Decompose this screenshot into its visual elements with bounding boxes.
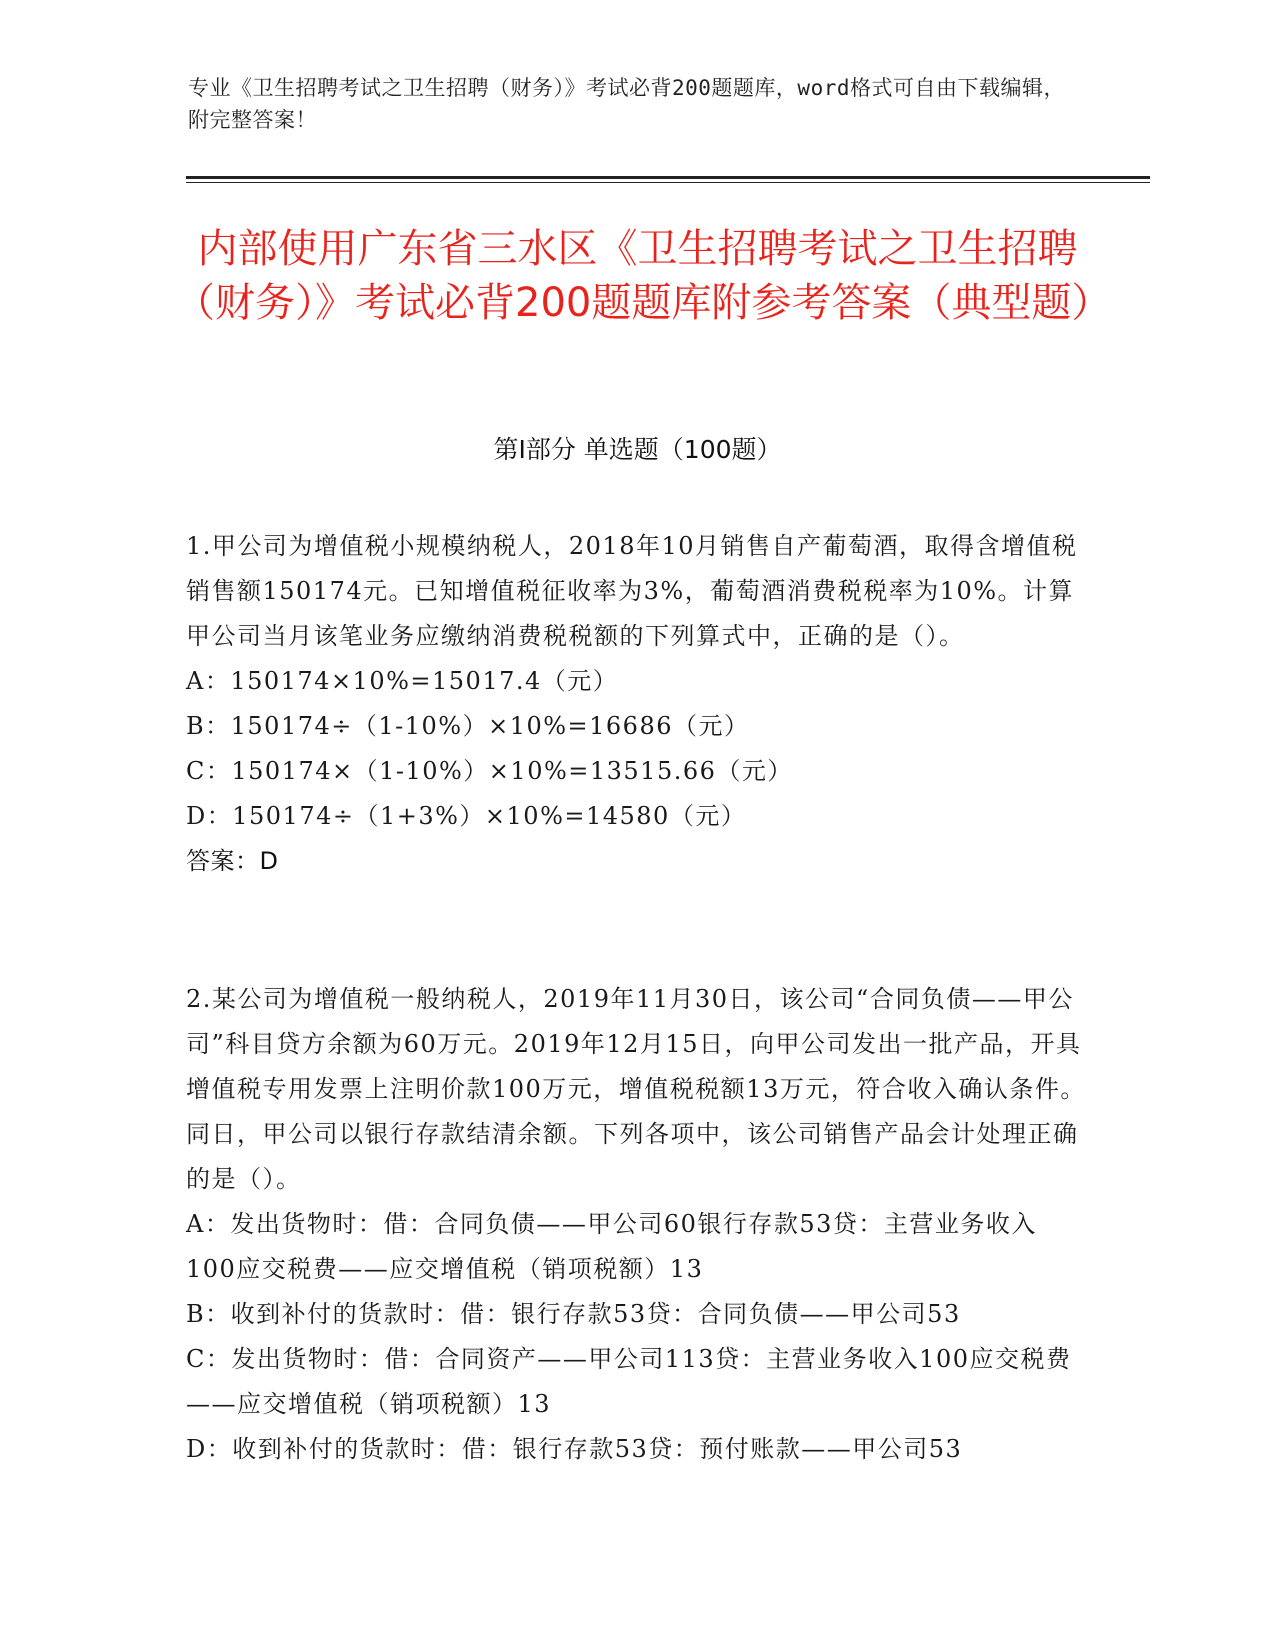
section-heading: 第I部分 单选题（100题） bbox=[493, 435, 782, 464]
option-c: C：150174×（1-10%）×10%=13515.66（元） bbox=[186, 757, 793, 785]
option-a: A：发出货物时：借：合同负债——甲公司60银行存款53贷：主营业务收入100应交税费——应交增值税（销项税额）13 bbox=[186, 1210, 1037, 1283]
option-d: D：150174÷（1+3%）×10%=14580（元） bbox=[186, 802, 747, 830]
option-b: B：150174÷（1-10%）×10%=16686（元） bbox=[186, 712, 750, 740]
answer-label: 答案：D bbox=[186, 847, 279, 875]
question-stem: 1.甲公司为增值税小规模纳税人，2018年10月销售自产葡萄酒，取得含增值税销售额150174元。已知增值税征收率为3%，葡萄酒消费税税率为10%。计算甲公司当月该笔业务应缴纳消费税税额的下列算式中，正确的是（）。 bbox=[186, 532, 1078, 650]
option-b: B：收到补付的货款时：借：银行存款53贷：合同负债——甲公司53 bbox=[186, 1300, 961, 1328]
option-d: D：收到补付的货款时：借：银行存款53贷：预付账款——甲公司53 bbox=[186, 1435, 963, 1463]
header-note: 专业《卫生招聘考试之卫生招聘（财务）》考试必背200题题库，word格式可自由下载编辑，附完整答案！ bbox=[188, 76, 1065, 132]
question-2 bbox=[186, 977, 1086, 1472]
option-a: A：150174×10%=15017.4（元） bbox=[186, 667, 619, 695]
document-title: 内部使用广东省三水区《卫生招聘考试之卫生招聘（财务）》考试必背200题题库附参考答案（典型题） bbox=[175, 226, 1112, 326]
question-1 bbox=[186, 524, 1086, 884]
option-c: C：发出货物时：借：合同资产——甲公司113贷：主营业务收入100应交税费——应交增值税（销项税额）13 bbox=[186, 1345, 1072, 1418]
header-divider-thick bbox=[186, 176, 1150, 179]
header-divider-thin bbox=[186, 182, 1150, 183]
question-stem: 2.某公司为增值税一般纳税人，2019年11月30日，该公司“合同负债——甲公司”科目贷方余额为60万元。2019年12月15日，向甲公司发出一批产品，开具增值税专用发票上注明价款100万元，增值税税额13万元，符合收入确认条件。同日，甲公司以银行存款结清余额。下列各项中，该公司销售产品会计处理正确的是（）。 bbox=[186, 985, 1086, 1193]
